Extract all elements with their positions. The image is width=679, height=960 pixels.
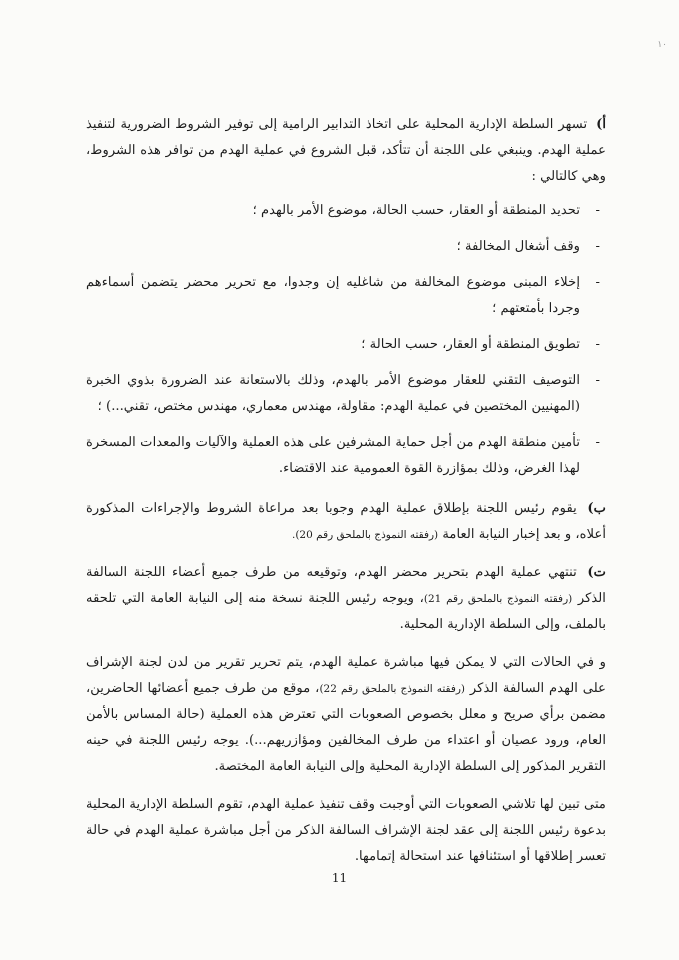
section-a — [86, 112, 606, 190]
section-t-text-1: تنتهي عملية الهدم بتحرير محضر الهدم، وتوقيعه من طرف جميع أعضاء اللجنة السالفة الذكر — [86, 565, 606, 606]
section-b-annex-note: (رفقته النموذج بالملحق رقم 20). — [291, 529, 439, 541]
section-b-label: ب) — [587, 501, 606, 516]
paragraph-impossible-demolition — [86, 650, 606, 780]
section-t-annex-note: (رفقته النموذج بالملحق رقم 21) — [423, 593, 573, 605]
page-number: 11 — [331, 871, 348, 885]
document-body — [86, 112, 606, 882]
section-t-text-2: ، ويوجه رئيس اللجنة نسخة منه إلى النيابة العامة التي تلحقه بالملف، وإلى السلطة الإدارية المحلية. — [86, 591, 606, 632]
section-b — [86, 496, 606, 548]
paragraph-resumption — [86, 792, 606, 870]
paragraph-cases-text-1: و في الحالات التي لا يمكن فيها مباشرة عملية الهدم، يتم تحرير تقرير من لدن لجنة الإشراف على الهدم السالفة الذكر — [86, 655, 606, 696]
bullet-item — [86, 234, 600, 260]
bullet-text: التوصيف التقني للعقار موضوع الأمر بالهدم، وذلك بالاستعانة عند الضرورة بذوي الخبرة (المهنيين المختصين في عملية الهدم: مقاولة، مهندس معماري، مهندس مختص، تقني...) ؛ — [86, 373, 580, 414]
bullet-text: تأمين منطقة الهدم من أجل حماية المشرفين على هذه العملية والآليات والمعدات المسخرة لهذا الغرض، وذلك بمؤازرة القوة العمومية عند الاقتضاء. — [86, 435, 580, 476]
section-a-bullet-list — [86, 198, 606, 482]
bullet-text: تطويق المنطقة أو العقار، حسب الحالة ؛ — [361, 337, 580, 352]
bullet-item — [86, 368, 600, 420]
corner-mark: ١٠ — [657, 40, 667, 50]
section-a-text: تسهر السلطة الإدارية المحلية على اتخاذ التدابير الرامية إلى توفير الشروط الضرورية لتنفيذ عملية الهدم. وينبغي على اللجنة أن تتأكد، قبل الشروع في عملية الهدم من توافر هذه الشروط، وهي كالتالي : — [86, 117, 606, 184]
dash-marker: - — [595, 275, 600, 290]
bullet-text: وقف أشغال المخالفة ؛ — [456, 239, 580, 254]
section-t — [86, 560, 606, 638]
dash-marker: - — [595, 203, 600, 218]
bullet-text: تحديد المنطقة أو العقار، حسب الحالة، موضوع الأمر بالهدم ؛ — [252, 203, 580, 218]
section-a-label: أ) — [596, 117, 607, 132]
dash-marker: - — [595, 337, 600, 352]
paragraph-cases-text-2: ، موقع من طرف جميع أعضائها الحاضرين، مضمن برأي صريح و معلل بخصوص الصعوبات التي تعترض هذه العملية (حالة المساس بالأمن العام، ورود عصيان أو اعتداء من طرف المخالفين ومؤازريهم...). يوجه رئيس اللجنة في حينه التقرير المذكور إلى السلطة الإدارية المحلية وإلى النيابة العامة المختصة. — [86, 681, 606, 774]
dash-marker: - — [595, 239, 600, 254]
bullet-item — [86, 198, 600, 224]
bullet-item — [86, 270, 600, 322]
paragraph-final-text: متى تبين لها تلاشي الصعوبات التي أوجبت وقف تنفيذ عملية الهدم، تقوم السلطة الإدارية المحلية بدعوة رئيس اللجنة إلى عقد لجنة الإشراف السالفة الذكر من أجل مباشرة عملية الهدم في حالة تعسر إطلاقها أو استئنافها عند استحالة إتمامها. — [86, 797, 606, 864]
bullet-item — [86, 332, 600, 358]
section-b-text: يقوم رئيس اللجنة بإطلاق عملية الهدم وجوبا بعد مراعاة الشروط والإجراءات المذكورة أعلاه، و بعد إخبار النيابة العامة — [86, 501, 606, 542]
paragraph-cases-annex-note: (رفقته النموذج بالملحق رقم 22) — [319, 683, 466, 695]
bullet-item — [86, 430, 600, 482]
dash-marker: - — [595, 373, 600, 388]
dash-marker: - — [595, 435, 600, 450]
section-t-label: ت) — [587, 565, 606, 580]
bullet-text: إخلاء المبنى موضوع المخالفة من شاغليه إن وجدوا، مع تحرير محضر يتضمن أسماءهم وجردا بأمتعتهم ؛ — [86, 275, 580, 316]
